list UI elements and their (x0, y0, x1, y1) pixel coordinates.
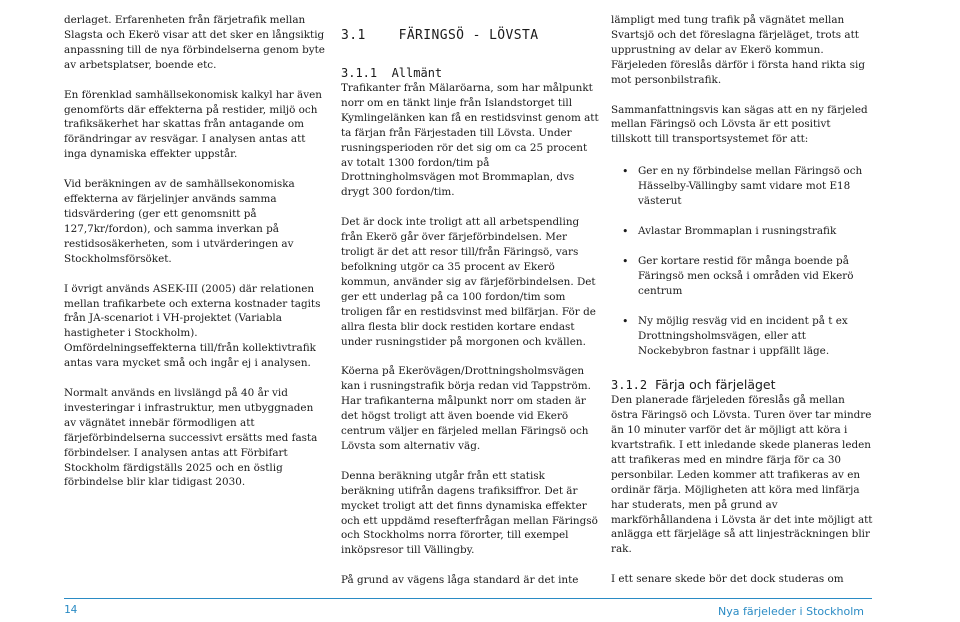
section-title: Färja och färjeläget (655, 377, 776, 393)
subsection-heading: 3.1.1 Allmänt (341, 66, 443, 80)
footer-title: Nya färjeleder i Stockholm (718, 605, 864, 618)
paragraph: Vid beräkningen av de samhällsekonomiska effekterna av färjelinjer används samma tidsvärdering (ger ett genomsnitt på 127,7kr/fordon), och samma inverkan på restidsosäkerheten, som i utvärderingen av Stockholmsförsöket. (64, 178, 295, 265)
section-heading: 3.1 FÄRINGSÖ - LÖVSTA (341, 28, 539, 43)
list-item: • Ger kortare restid för många boende på Färingsö men också i områden vid Ekerö centrum (622, 255, 854, 298)
bullet-icon: • (622, 315, 629, 329)
bullet-list (611, 164, 873, 359)
paragraph: Köerna på Ekerövägen/Drottningsholmsvägen kan i rusningstrafik börja redan vid Tappström. Har trafikanterna målpunkt norr om staden är det högst troligt att även boende vid Ekerö centrum väljer en färjeled mellan Färingsö och Lövsta som alternativ väg. (341, 365, 591, 452)
list-item: • Ger en ny förbindelse mellan Färingsö och Hässelby-Vällingby samt vidare mot E18 västerut (622, 165, 863, 208)
page-number: 14 (64, 603, 78, 616)
paragraph: Den planerade färjeleden föreslås gå mellan östra Färingsö och Lövsta. Turen över tar mindre än 10 minuter varför det är möjligt att köra i kvartstrafik. I ett inledande skede planeras leden att trafikeras med en mindre färja för ca 30 personbilar. Leden kommer att trafikeras av en ordinär färja. Möjligheten att köra med linfärja har studerats, men på grund av markförhållandena i Lövsta är det inte möjligt att anlägga ett färjeläge så att linjesträckningen blir rak. (611, 394, 873, 556)
paragraph: På grund av vägens låga standard är det inte (341, 574, 579, 587)
paragraph: Normalt används en livslängd på 40 år vid investeringar i infrastruktur, men utbyggnaden av vägnätet innebär förmodligen att färjeförbindelserna successivt ersätts med fasta förbindelser. I analysen antas att Förbifart Stockholm färdigställs 2025 och en östlig förbindelse blir klar tidigast 2030. (64, 387, 318, 489)
bullet-icon: • (622, 255, 629, 269)
paragraph: Sammanfattningsvis kan sägas att en ny färjeled mellan Färingsö och Lövsta är ett positivt tillskott till transportsystemet för att: (611, 103, 868, 146)
paragraph: derlaget. Erfarenheten från färjetrafik mellan Slagsta och Ekerö visar att det sker en långsiktig anpassning till de nya förbindelserna genom byte av arbetsplatser, boende etc. (64, 14, 325, 71)
section-number: 3.1.2 (611, 378, 648, 393)
paragraph: lämpligt med tung trafik på vägnätet mellan Svartsjö och det föreslagna färjeläget, trots att upprustning av delar av Ekerö kommun. Färjeleden föreslås därför i första hand rikta sig mot personbilstrafik. (611, 14, 865, 86)
list-item: • Avlastar Brommaplan i rusningstrafik (622, 225, 837, 239)
list-item: • Ny möjlig resväg vid en incident på t ex Drottningsholmsvägen, eller att Nockebybron fastnar i uppfällt läge. (622, 315, 848, 358)
bullet-icon: • (622, 165, 629, 179)
paragraph: Denna beräkning utgår från ett statisk beräkning utifrån dagens trafiksiffror. Det är mycket troligt att det finns dynamiska effekter och ett uppdämd resefterfrågan mellan Färingsö och Stockholms norra förorter, till exempel inköpsresor till Vällingby. (341, 469, 598, 557)
bullet-icon: • (622, 225, 629, 239)
paragraph: I ett senare skede bör det dock studeras om (611, 573, 844, 586)
paragraph: Det är dock inte troligt att all arbetspendling från Ekerö går över färjeförbindelsen. Mer troligt är det att resor till/från Färingsö, vars befolkning utgör ca 35 procent av Ekerö kommun, använder sig av färjeförbindelsen. Det ger ett underlag på ca 100 fordon/tim som troligen får en restidsvinst med bilfärjan. För de allra flesta blir dock restiden kortare endast under rusningstider på morgonen och kvällen. (341, 216, 596, 348)
paragraph: Trafikanter från Mälaröarna, som har målpunkt norr om en tänkt linje från Islandstorget till Kymlingelänken kan få en restidsvinst genom att ta färjan från Färjestaden till Lövsta. Under rusningsperioden rör det sig om ca 25 procent av totalt 1300 fordon/tim på Drottningholmsvägen mot Brommaplan, dvs drygt 300 fordon/tim. (341, 82, 599, 199)
subsection-heading (611, 377, 873, 393)
paragraph: I övrigt används ASEK-III (2005) där relationen mellan trafikarbete och externa kostnader tagits från JA-scenariot i VH-projektet (Variabla hastigheter i Stockholm). Omfördelningseffekterna till/från kollektivtrafik antas vara mycket små och ingår ej i analysen. (64, 282, 321, 370)
footer-rule (64, 598, 872, 599)
column-right (611, 13, 873, 587)
column-left (64, 13, 326, 490)
column-middle (341, 13, 601, 588)
paragraph: En förenklad samhällsekonomisk kalkyl har även genomförts där effekterna på restider, miljö och trafiksäkerhet har skattas från antagande om förändringar av resvägar. I analysen antas att inga dynamiska effekter uppstår. (64, 88, 322, 161)
